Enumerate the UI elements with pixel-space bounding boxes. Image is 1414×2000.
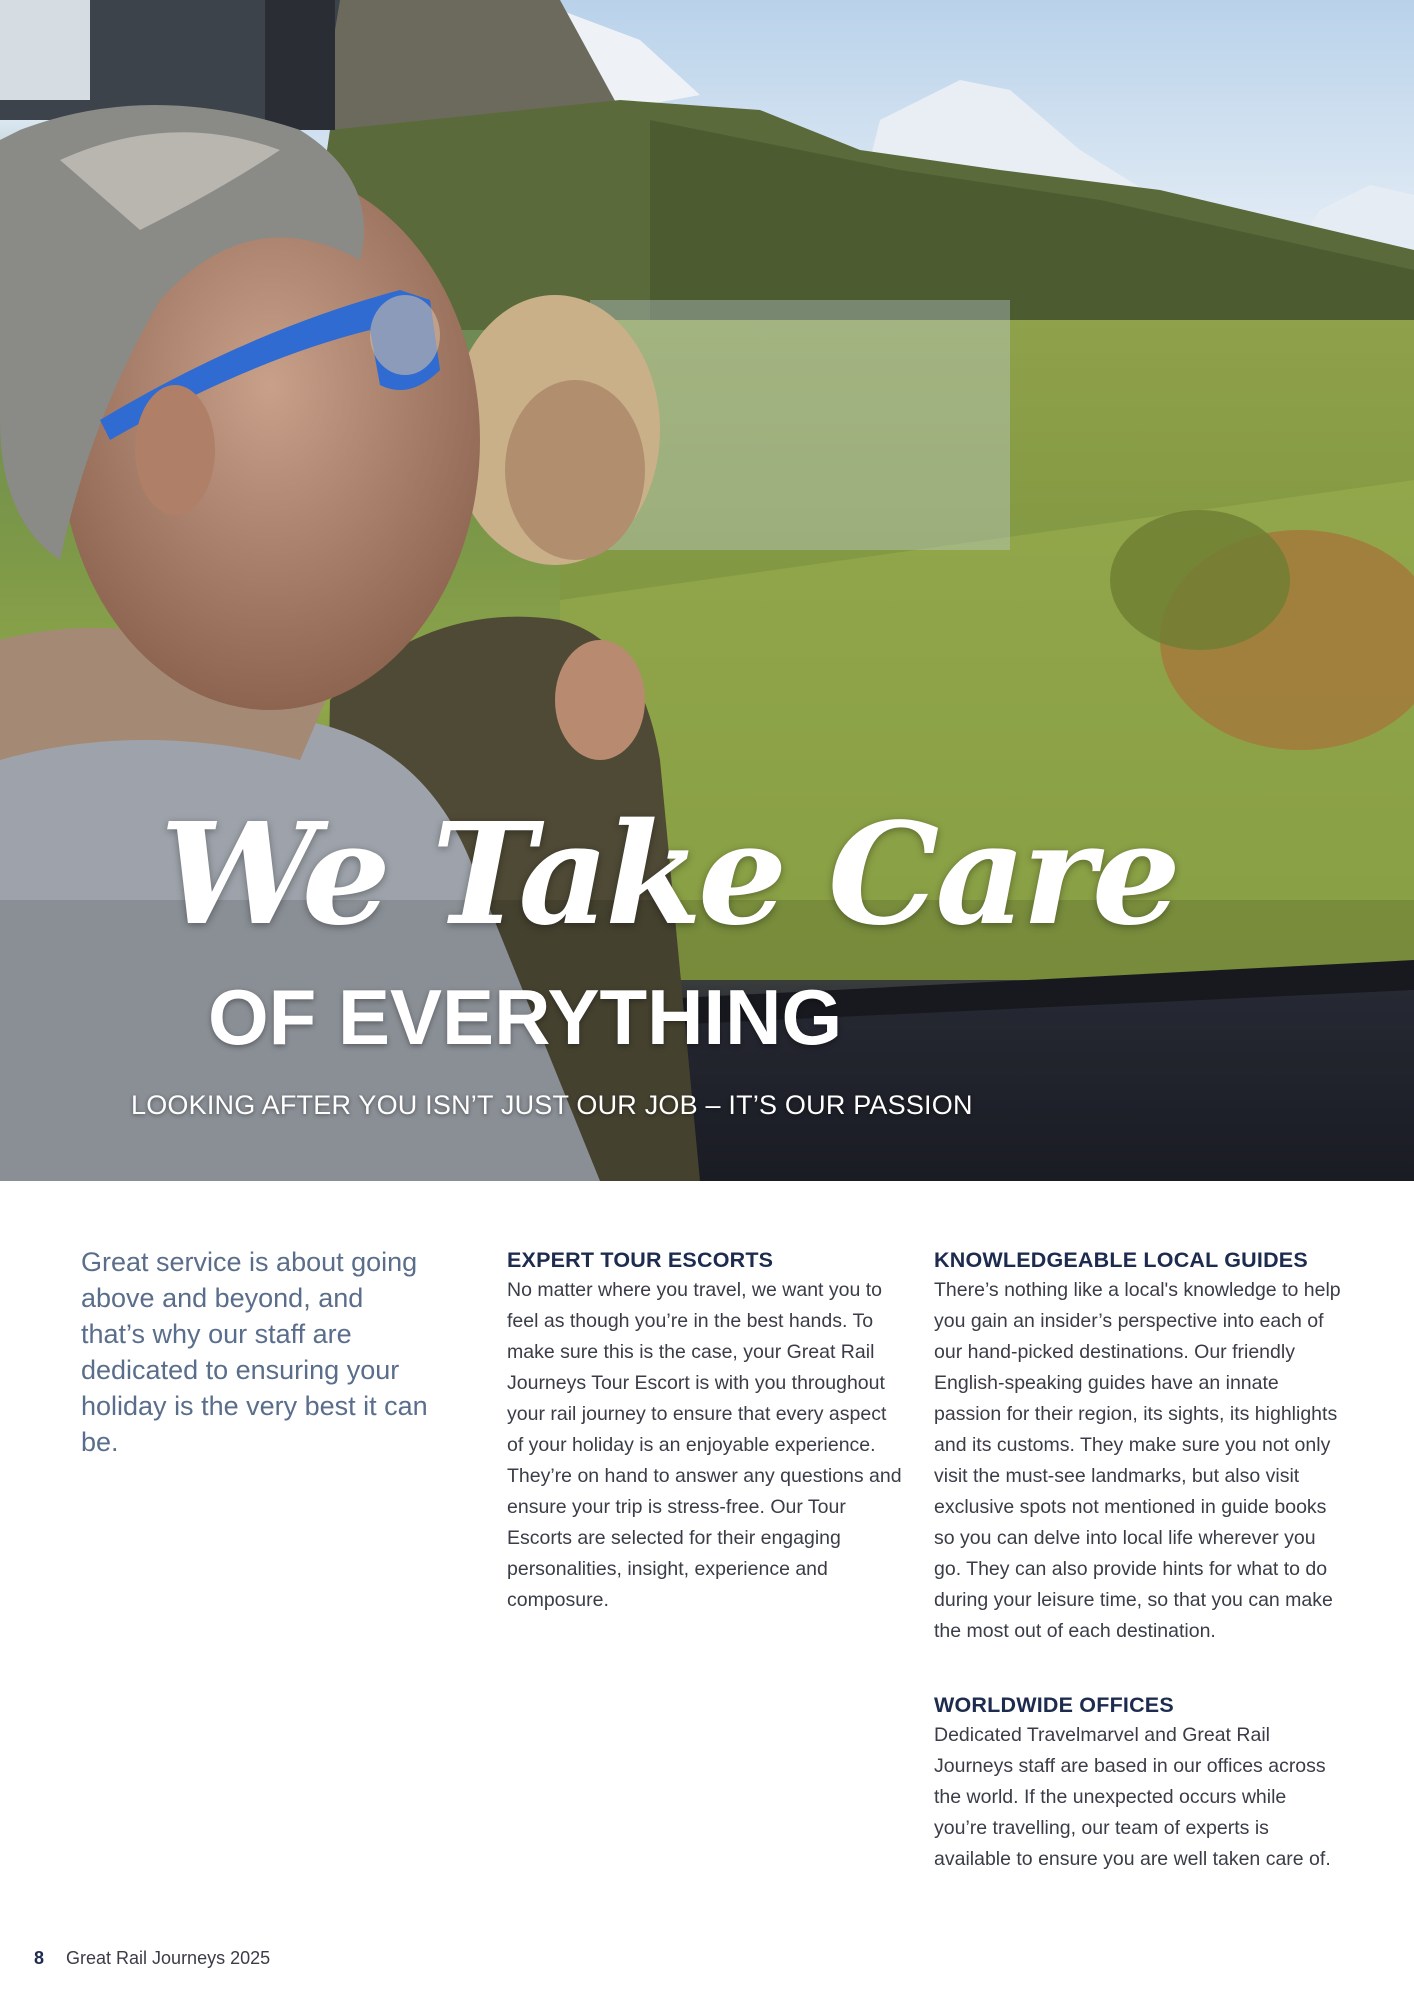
section-worldwide-offices — [934, 1690, 1344, 1875]
hero-title-script: We Take Care — [160, 793, 1177, 957]
section-heading: KNOWLEDGEABLE LOCAL GUIDES — [934, 1248, 1308, 1272]
section-heading: WORLDWIDE OFFICES — [934, 1693, 1174, 1717]
section-body: There’s nothing like a local's knowledge to help you gain an insider’s perspective into each of our hand-picked destinations. Our friendly English-speaking guides have an innate passion for their region, its sights, its highlights and its customs. They make sure you not only visit the must-see landmarks, but also visit exclusive spots not mentioned in guide books so you can delve into local life wherever you go. They can also provide hints for what to do during your leisure time, so that you can make the most out of each destination. — [934, 1279, 1341, 1642]
section-body: No matter where you travel, we want you to feel as though you’re in the best hands. To make sure this is the case, your Great Rail Journeys Tour Escort is with you throughout your rail journey to ensure that every aspect of your holiday is an enjoyable experience. They’re on hand to answer any questions and ensure your trip is stress-free. Our Tour Escorts are selected for their engaging personalities, insight, experience and composure. — [507, 1279, 902, 1611]
hero-subtitle: LOOKING AFTER YOU ISN’T JUST OUR JOB – IT’S OUR PASSION — [131, 1090, 973, 1120]
section-local-guides — [934, 1245, 1344, 1647]
intro-paragraph: Great service is about going above and beyond, and that’s why our staff are dedicated to ensuring your holiday is the very best it can be. — [81, 1247, 428, 1457]
section-body: Dedicated Travelmarvel and Great Rail Journeys staff are based in our offices across the world. If the unexpected occurs while you’re travelling, our team of experts is available to ensure you are well taken care of. — [934, 1724, 1331, 1870]
page-footer — [34, 1946, 270, 1970]
publication-name: Great Rail Journeys 2025 — [66, 1948, 271, 1968]
section-heading: EXPERT TOUR ESCORTS — [507, 1248, 774, 1272]
section-expert-tour-escorts — [507, 1245, 907, 1616]
page-number: 8 — [34, 1948, 45, 1968]
hero-title-caps: OF EVERYTHING — [208, 973, 843, 1061]
